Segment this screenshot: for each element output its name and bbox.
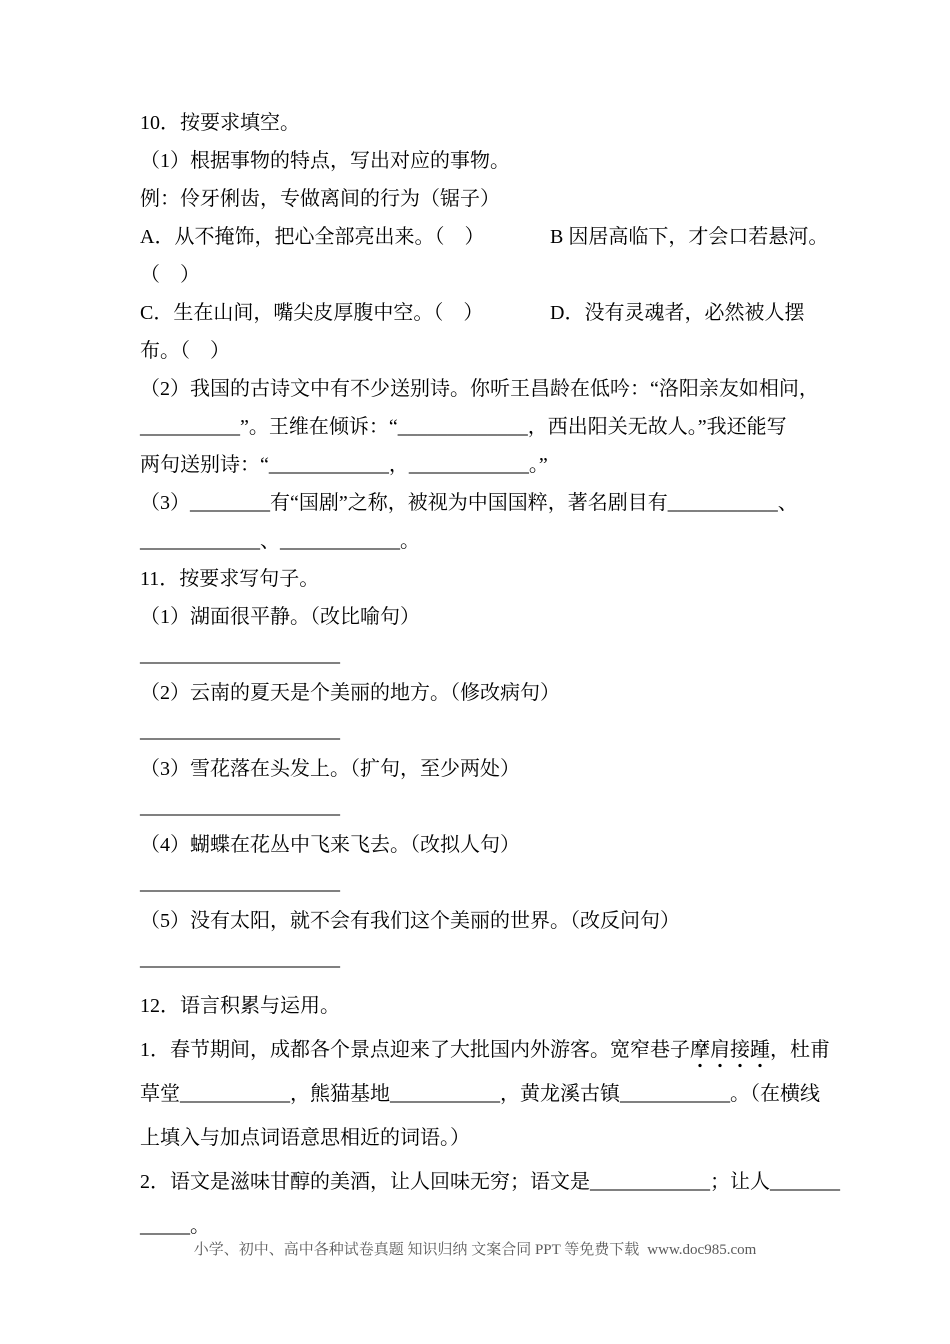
q10-option-d: D．没有灵魂者，必然被人摆	[550, 302, 805, 324]
q10-option-b: B 因居高临下，才会口若悬河。	[550, 226, 829, 248]
q11-item-5-answer-blank: ____________________	[140, 948, 340, 970]
question-12-title: 12．语言积累与运用。	[140, 995, 340, 1017]
q10-options-row-ab	[140, 218, 840, 256]
question-11	[140, 560, 840, 978]
question-10	[140, 104, 840, 560]
q10-sub2-line3: 两句送别诗：“____________，____________。”	[140, 454, 548, 476]
q10-example: 例：伶牙俐齿，专做离间的行为（锯子）	[140, 188, 500, 210]
q10-options-row-cd	[140, 294, 840, 332]
question-12	[140, 984, 840, 1248]
q12-item-2-line1: 2．语文是滋味甘醇的美酒，让人回味无穷；语文是____________；让人_______	[140, 1171, 840, 1193]
q12-item-1-line1	[140, 1028, 840, 1072]
q11-item-5-prompt: （5）没有太阳，就不会有我们这个美丽的世界。（改反问句）	[140, 910, 680, 932]
q10-option-d-continued: 布。（ ）	[140, 340, 230, 362]
q10-option-b-continued: （ ）	[140, 264, 200, 286]
q10-sub1-prompt: （1）根据事物的特点，写出对应的事物。	[140, 150, 510, 172]
q10-sub2-line1: （2）我国的古诗文中有不少送别诗。你听王昌龄在低吟：“洛阳亲友如相问，	[140, 378, 819, 400]
footer-site-url: www.doc985.com	[647, 1242, 757, 1258]
q12-item-2-line2: _____。	[140, 1215, 210, 1237]
q10-sub3-line1: （3）________有“国剧”之称，被视为中国国粹，著名剧目有___________、	[140, 492, 798, 514]
q11-item-1-answer-blank: ____________________	[140, 644, 340, 666]
footer-promo-text: 小学、初中、高中各种试卷真题 知识归纳 文案合同 PPT 等免费下载	[193, 1242, 640, 1258]
q11-item-1-prompt: （1）湖面很平静。（改比喻句）	[140, 606, 420, 628]
q11-item-4-answer-blank: ____________________	[140, 872, 340, 894]
question-10-title: 10．按要求填空。	[140, 112, 300, 134]
q10-sub2-line2: __________”。王维在倾诉：“_____________，西出阳关无故人。”我还能写	[140, 416, 787, 438]
q12-item-1-line3: 上填入与加点词语意思相近的词语。）	[140, 1127, 470, 1149]
q11-item-3-prompt: （3）雪花落在头发上。（扩句，至少两处）	[140, 758, 520, 780]
page-footer	[0, 1238, 950, 1259]
q12-item-1-text-pre: 1．春节期间，成都各个景点迎来了大批国内外游客。宽窄巷子	[140, 1039, 690, 1061]
q11-item-3-answer-blank: ____________________	[140, 796, 340, 818]
q12-item-1-line2: 草堂___________，熊猫基地___________，黄龙溪古镇___________。（在横线	[140, 1083, 820, 1105]
exam-content	[140, 104, 840, 1248]
q11-item-2-prompt: （2）云南的夏天是个美丽的地方。（修改病句）	[140, 682, 560, 704]
q10-option-a: A．从不掩饰，把心全部亮出来。（ ）	[140, 226, 485, 248]
q11-item-2-answer-blank: ____________________	[140, 720, 340, 742]
q12-item-1-dotted-phrase: 摩肩接踵	[690, 1039, 770, 1068]
question-11-title: 11．按要求写句子。	[140, 568, 320, 590]
q10-option-c: C．生在山间，嘴尖皮厚腹中空。（ ）	[140, 302, 484, 324]
q10-sub3-line2: ____________、____________。	[140, 530, 420, 552]
q11-item-4-prompt: （4）蝴蝶在花丛中飞来飞去。（改拟人句）	[140, 834, 520, 856]
q12-item-1-text-post: ，杜甫	[770, 1039, 830, 1061]
